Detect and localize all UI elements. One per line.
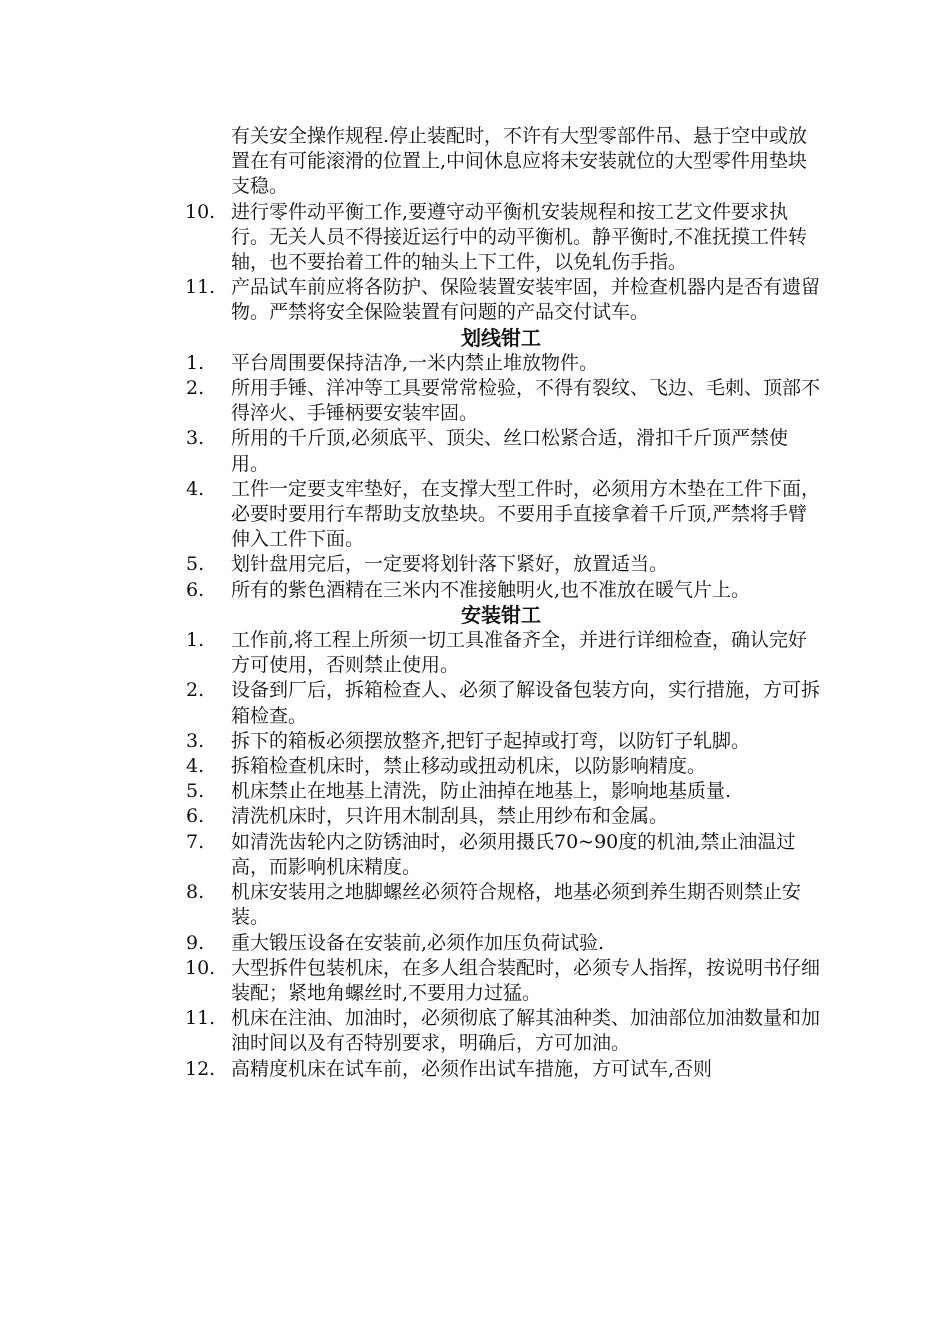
item-number: 3.: [186, 729, 205, 752]
item-text: 重大锻压设备在安装前,必须作加压负荷试验.: [231, 931, 605, 954]
list-item: [186, 754, 826, 779]
item-number: 5.: [186, 780, 205, 803]
list-item: [186, 628, 826, 678]
item-text: 工作前,将工程上所须一切工具准备齐全，并进行详细检查，确认完好方可使用，否则禁止使用。: [231, 629, 808, 677]
list-item: [186, 426, 826, 476]
item-text: 所有的紫色酒精在三米内不准接触明火,也不准放在暖气片上。: [231, 578, 751, 601]
list-item: [186, 351, 826, 376]
list-item: [186, 376, 826, 426]
item-number: 2.: [186, 679, 205, 702]
list-item: [186, 552, 826, 577]
item-number: 6.: [186, 578, 205, 601]
list-item: [186, 830, 826, 880]
item-text: 拆箱检查机床时，禁止移动或扭动机床，以防影响精度。: [231, 755, 707, 778]
item-text: 机床安装用之地脚螺丝必须符合规格，地基必须到养生期否则禁止安装。: [231, 881, 802, 929]
item-text: 划针盘用完后，一定要将划针落下紧好，放置适当。: [231, 553, 669, 576]
item-text: 产品试车前应将各防护、保险装置安装牢固，并检查机器内是否有遗留物。严禁将安全保险装置有问题的产品交付试车。: [231, 276, 821, 324]
item-number: 4.: [186, 755, 205, 778]
item-number: 6.: [186, 805, 205, 828]
item-number: 10.: [185, 200, 216, 223]
item-number: 7.: [186, 830, 205, 853]
item-text: 拆下的箱板必须摆放整齐,把钉子起掉或打弯，以防钉子轧脚。: [231, 729, 751, 752]
list-item: [186, 678, 826, 728]
item-number: 1.: [186, 629, 205, 652]
item-text: 平台周围要保持洁净,一米内禁止堆放物件。: [231, 351, 599, 374]
item-number: 8.: [186, 881, 205, 904]
item-number: 4.: [186, 477, 205, 500]
item-text: 设备到厂后，拆箱检查人、必须了解设备包装方向，实行措施，方可拆箱检查。: [231, 679, 821, 727]
list-item: [186, 578, 826, 603]
list-item: [186, 931, 826, 956]
item-number: 12.: [185, 1057, 216, 1080]
item-number: 11.: [185, 1007, 216, 1030]
list-item: [186, 880, 826, 930]
item-number: 2.: [186, 377, 205, 400]
continuation-paragraph: 有关安全操作规程.停止装配时，不许有大型零部件吊、悬于空中或放置在有可能滚滑的位置上,中间休息应将未安装就位的大型零件用垫块支稳。: [231, 125, 808, 198]
item-text: 机床在注油、加油时，必须彻底了解其油种类、加油部位加油数量和加油时间以及有否特别要求，明确后，方可加油。: [231, 1007, 821, 1055]
item-text: 如清洗齿轮内之防锈油时，必须用摄氏70~90度的机油,禁止油温过高，而影响机床精度。: [231, 830, 796, 878]
item-number: 1.: [186, 351, 205, 374]
item-text: 清洗机床时，只许用木制刮具，禁止用纱布和金属。: [231, 805, 669, 828]
list-item: [186, 956, 826, 1006]
item-text: 所用的千斤顶,必须底平、顶尖、丝口松紧合适，滑扣千斤顶严禁使用。: [231, 427, 789, 475]
item-text: 高精度机床在试车前，必须作出试车措施，方可试车,否则: [231, 1057, 713, 1080]
list-item: [186, 1006, 826, 1056]
list-item: [186, 804, 826, 829]
item-text: 机床禁止在地基上清洗，防止油掉在地基上，影响地基质量.: [231, 780, 732, 803]
list-item: [186, 275, 826, 325]
item-number: 10.: [185, 956, 216, 979]
item-number: 9.: [186, 931, 205, 954]
item-text: 大型拆件包装机床，在多人组合装配时，必须专人指挥，按说明书仔细装配；紧地角螺丝时,不要用力过猛。: [231, 956, 821, 1004]
section-title-installation-fitter: 安装钳工: [461, 602, 541, 627]
item-number: 5.: [186, 553, 205, 576]
document-body: [186, 124, 826, 1082]
list-item: [186, 779, 826, 804]
item-number: 3.: [186, 427, 205, 450]
item-text: 工件一定要支牢垫好，在支撑大型工件时，必须用方木垫在工件下面，必要时要用行车帮助支放垫块。不要用手直接拿着千斤顶,严禁将手臂伸入工件下面。: [231, 477, 821, 551]
item-number: 11.: [185, 276, 216, 299]
list-item: [186, 477, 826, 553]
list-item: [186, 200, 826, 276]
list-item: [186, 729, 826, 754]
list-item: [186, 1057, 826, 1082]
item-text: 进行零件动平衡工作,要遵守动平衡机安装规程和按工艺文件要求执行。无关人员不得接近运行中的动平衡机。静平衡时,不准抚摸工件转轴，也不要抬着工件的轴头上下工件，以免轧伤手指。: [231, 200, 808, 274]
section-title-marking-fitter: 划线钳工: [461, 325, 541, 350]
item-text: 所用手锤、洋冲等工具要常常检验，不得有裂纹、飞边、毛刺、顶部不得淬火、手锤柄要安装牢固。: [231, 377, 821, 425]
